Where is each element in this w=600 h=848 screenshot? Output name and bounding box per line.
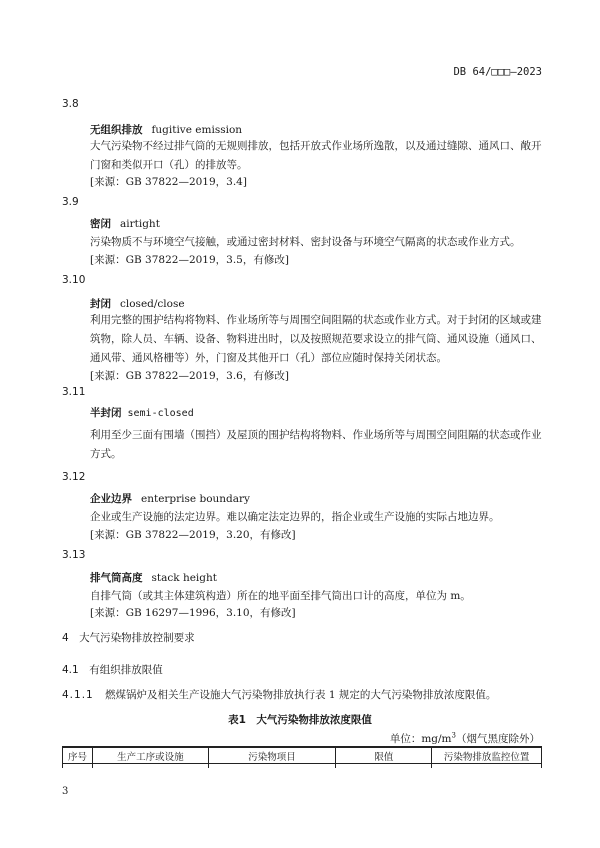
term-english: stack height (151, 572, 217, 584)
clause-text: 燃煤锅炉及相关生产设施大气污染物排放执行表 1 规定的大气污染物排放浓度限值。 (105, 689, 497, 701)
term-title (90, 122, 242, 137)
section-number: 3.13 (62, 549, 86, 561)
column-header: 序号 (63, 747, 93, 764)
section-number: 3.11 (62, 386, 86, 398)
term-definition: 企业或生产设施的法定边界。难以确定法定边界的，指企业或生产设施的实际占地边界。 (90, 511, 500, 523)
term-definition: 利用完整的围护结构将物料、作业场所等与周围空间阻隔的状态或作业方式。对于封闭的区域或建筑物，除人员、车辆、设备、物料进出时，以及按照规范要求设立的排气筒、通风设施（通风口、通风带、通风格栅等）外，门窗及其他开口（孔）部位应随时保持关闭状态。 (90, 314, 542, 364)
term-source: [来源：GB 37822—2019，3.20，有修改] (90, 529, 296, 541)
term-chinese: 企业边界 (90, 493, 132, 505)
unit-suffix: （烟气黑度除外） (456, 733, 540, 745)
term-title (90, 570, 217, 585)
term-english: airtight (120, 218, 160, 230)
emission-limits-table (62, 746, 542, 768)
term-definition: 污染物质不与环境空气接触，或通过密封材料、密封设备与环境空气隔离的状态或作业方式。 (90, 236, 521, 248)
term-title (90, 405, 194, 420)
table-unit (390, 731, 540, 746)
term-source: [来源：GB 37822—2019，3.6，有修改] (90, 370, 289, 382)
page-number: 3 (62, 786, 69, 797)
clause (62, 687, 496, 702)
term-definition: 大气污染物不经过排气筒的无规则排放，包括开放式作业场所逸散，以及通过缝隙、通风口、敞开门窗和类似开口（孔）的排放等。 (90, 140, 542, 171)
table-row-continuation (63, 764, 542, 769)
section-number: 3.9 (62, 196, 79, 208)
unit-prefix: 单位：mg/m (389, 733, 452, 745)
term-definition: 利用至少三面有围墙（围挡）及屋顶的围护结构将物料、作业场所等与周围空间阻隔的状态或作业方式。 (90, 429, 542, 460)
term-english: semi-closed (127, 408, 194, 419)
table-cell (336, 764, 432, 769)
table-cell (432, 764, 542, 769)
column-header: 污染物排放监控位置 (432, 747, 542, 764)
term-chinese: 半封闭 (90, 407, 122, 419)
chapter-heading: 4 大气污染物排放控制要求 (62, 632, 195, 644)
section-number: 3.12 (62, 471, 86, 483)
subsection-heading: 4.1 有组织排放限值 (62, 664, 163, 676)
term-title (90, 216, 160, 231)
term-chinese: 排气筒高度 (90, 572, 143, 584)
term-chinese: 无组织排放 (90, 124, 143, 136)
table-cell (208, 764, 336, 769)
column-header: 污染物项目 (208, 747, 336, 764)
term-title (90, 296, 185, 311)
table-cell (63, 764, 93, 769)
term-title (90, 491, 250, 506)
column-header: 限值 (336, 747, 432, 764)
table-title: 表1 大气污染物排放浓度限值 (228, 714, 372, 726)
term-chinese: 密闭 (90, 218, 111, 230)
term-english: fugitive emission (151, 124, 243, 136)
unit-exponent: 3 (451, 731, 456, 740)
document-code-header: DB 64/□□□—2023 (453, 66, 542, 78)
term-source: [来源：GB 16297—1996，3.10，有修改] (90, 607, 296, 619)
section-number: 3.8 (62, 98, 79, 110)
term-english: closed/close (120, 298, 185, 310)
term-chinese: 封闭 (90, 298, 111, 310)
table-header-row (63, 747, 542, 764)
term-english: enterprise boundary (141, 493, 250, 505)
section-number: 3.10 (62, 274, 86, 286)
term-source: [来源：GB 37822—2019，3.5，有修改] (90, 254, 289, 266)
term-source: [来源：GB 37822—2019，3.4] (90, 176, 247, 188)
table-cell (92, 764, 208, 769)
clause-number: 4.1.1 (62, 689, 94, 701)
column-header: 生产工序或设施 (92, 747, 208, 764)
term-definition: 自排气筒（或其主体建筑构造）所在的地平面至排气筒出口计的高度，单位为 m。 (90, 590, 471, 602)
